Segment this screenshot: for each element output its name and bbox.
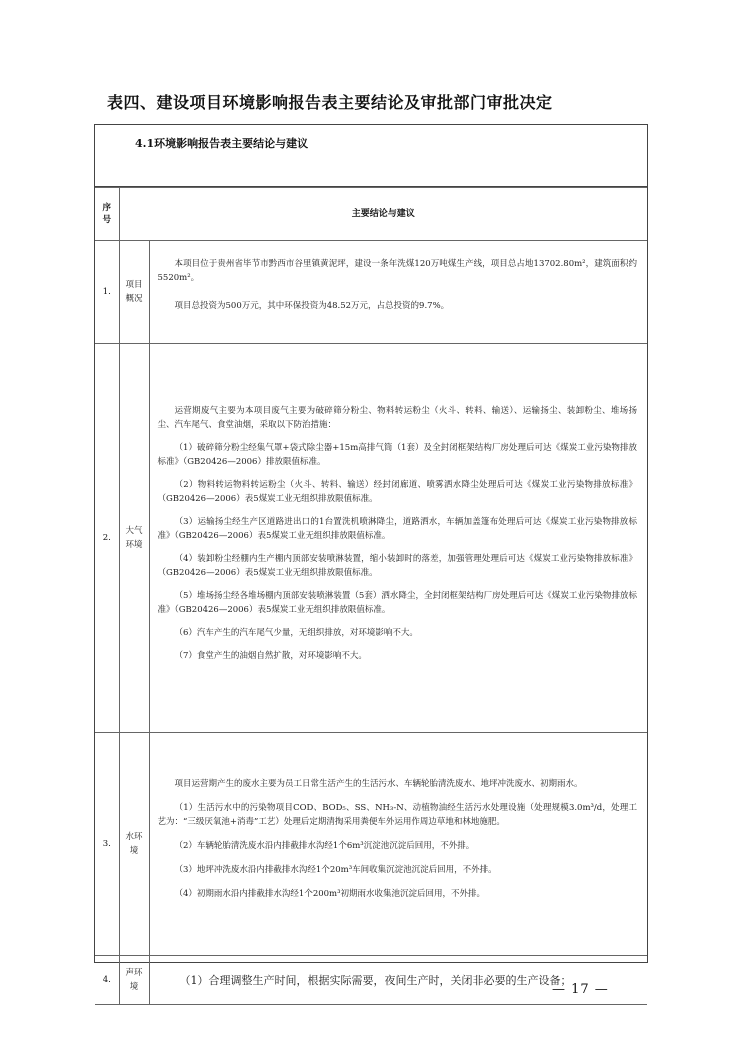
- table-row: [95, 241, 647, 344]
- row-content: [149, 956, 647, 1005]
- paragraph: 本项目位于贵州省毕节市黔西市谷里镇黄泥坪，建设一条年洗煤120万吨煤生产线，项目总占地13702.80m²，建筑面积约5520m²。: [157, 259, 637, 283]
- row-category: [119, 733, 149, 956]
- category-line-1: 水环: [125, 832, 143, 842]
- page-number: — 17 —: [552, 982, 609, 997]
- row-number: 3.: [95, 733, 119, 956]
- paragraph: （4）初期雨水沿内排截排水沟经1个200m³初期雨水收集池沉淀后回用，不外排。: [174, 889, 486, 899]
- row-content: [149, 733, 647, 956]
- category-line-2: 环境: [125, 540, 143, 550]
- row-number: 1.: [95, 241, 119, 344]
- row-category: [119, 956, 149, 1005]
- category-line-1: 声环: [125, 968, 143, 978]
- paragraph: （1）合理调整生产时间，根据实际需要，夜间生产时，关闭非必要的生产设备；: [179, 973, 572, 987]
- paragraph: （1）生活污水中的污染物项目COD、BOD₅、SS、NH₃-N、动植物油经生活污水处理设施（处理规模3.0m³/d，处理工艺为：“三级厌氧池+消毒”工艺）处理后定期清掏采用粪便车外运用作周边草地和林地施肥。: [157, 803, 637, 827]
- row-number: 2.: [95, 344, 119, 733]
- paragraph: （2）物料转运物料转运粉尘（火斗、转料、输送）经封闭廊道、喷雾洒水降尘处理后可达《煤炭工业污染物排放标准》（GB20426—2006）表5煤炭工业无组织排放限值标准。: [157, 480, 637, 504]
- paragraph: （5）堆场扬尘经各堆场棚内顶部安装喷淋装置（5套）洒水降尘，全封闭框架结构厂房处理后可达《煤炭工业污染物排放标准》（GB20426—2006）表5煤炭工业无组织排放限值标准。: [157, 591, 637, 615]
- category-line-1: 大气: [125, 526, 143, 536]
- paragraph: （4）装卸粉尘经棚内生产棚内顶部安装喷淋装置，缩小装卸时的落差，加强管理处理后可达《煤炭工业污染物排放标准》（GB20426—2006）表5煤炭工业无组织排放限值标准。: [157, 554, 637, 578]
- category-line-1: 项目: [125, 280, 143, 290]
- table-row: [95, 344, 647, 733]
- row-content: [149, 344, 647, 733]
- category-line-2: 概况: [125, 294, 143, 304]
- row-content: [149, 241, 647, 344]
- row-number: 4.: [95, 956, 119, 1005]
- table-row: [95, 733, 647, 956]
- paragraph: （1）破碎筛分粉尘经集气罩+袋式除尘器+15m高排气筒（1套）及全封闭框架结构厂房处理后可达《煤炭工业污染物排放标准》（GB20426—2006）排放限值标准。: [157, 443, 637, 467]
- row-category: [119, 241, 149, 344]
- document-title: 表四、建设项目环境影响报告表主要结论及审批部门审批决定: [107, 93, 553, 112]
- header-main-cell: 主要结论与建议: [119, 188, 647, 241]
- paragraph: （2）车辆轮胎清洗废水沿内排截排水沟经1个6m³沉淀池沉淀后回用，不外排。: [174, 841, 475, 851]
- category-line-2: 境: [129, 982, 139, 992]
- paragraph: 运营期废气主要为本项目废气主要为破碎筛分粉尘、物料转运粉尘（火斗、转料、输送）、运输扬尘、装卸粉尘、堆场扬尘、汽车尾气、食堂油烟，采取以下防治措施：: [157, 406, 637, 430]
- header-number-line-2: 号: [102, 215, 111, 225]
- category-line-2: 境: [129, 846, 139, 856]
- paragraph: 项目总投资为500万元，其中环保投资为48.52万元，占总投资的9.7%。: [174, 301, 450, 311]
- header-number-cell: [95, 188, 119, 241]
- table-row: [95, 956, 647, 1005]
- paragraph: （7）食堂产生的油烟自然扩散，对环境影响不大。: [174, 651, 367, 661]
- conclusions-table: [95, 187, 647, 1005]
- paragraph: 项目运营期产生的废水主要为员工日常生活产生的生活污水、车辆轮胎清洗废水、地坪冲洗废水、初期雨水。: [174, 779, 583, 789]
- paragraph: （3）运输扬尘经生产区道路进出口的1台置洗机喷淋降尘，道路洒水，车辆加盖篷布处理后可达《煤炭工业污染物排放标准》（GB20426—2006）表5煤炭工业无组织排放限值标准。: [157, 517, 637, 541]
- table-header-row: [95, 188, 647, 241]
- paragraph: （3）地坪冲洗废水沿内排截排水沟经1个20m³车间收集沉淀池沉淀后回用，不外排。: [174, 865, 497, 875]
- header-number-line-1: 序: [102, 203, 111, 213]
- row-category: [119, 344, 149, 733]
- section-heading: 4.1环境影响报告表主要结论与建议: [95, 125, 647, 187]
- paragraph: （6）汽车产生的汽车尾气少量，无组织排放，对环境影响不大。: [174, 628, 418, 638]
